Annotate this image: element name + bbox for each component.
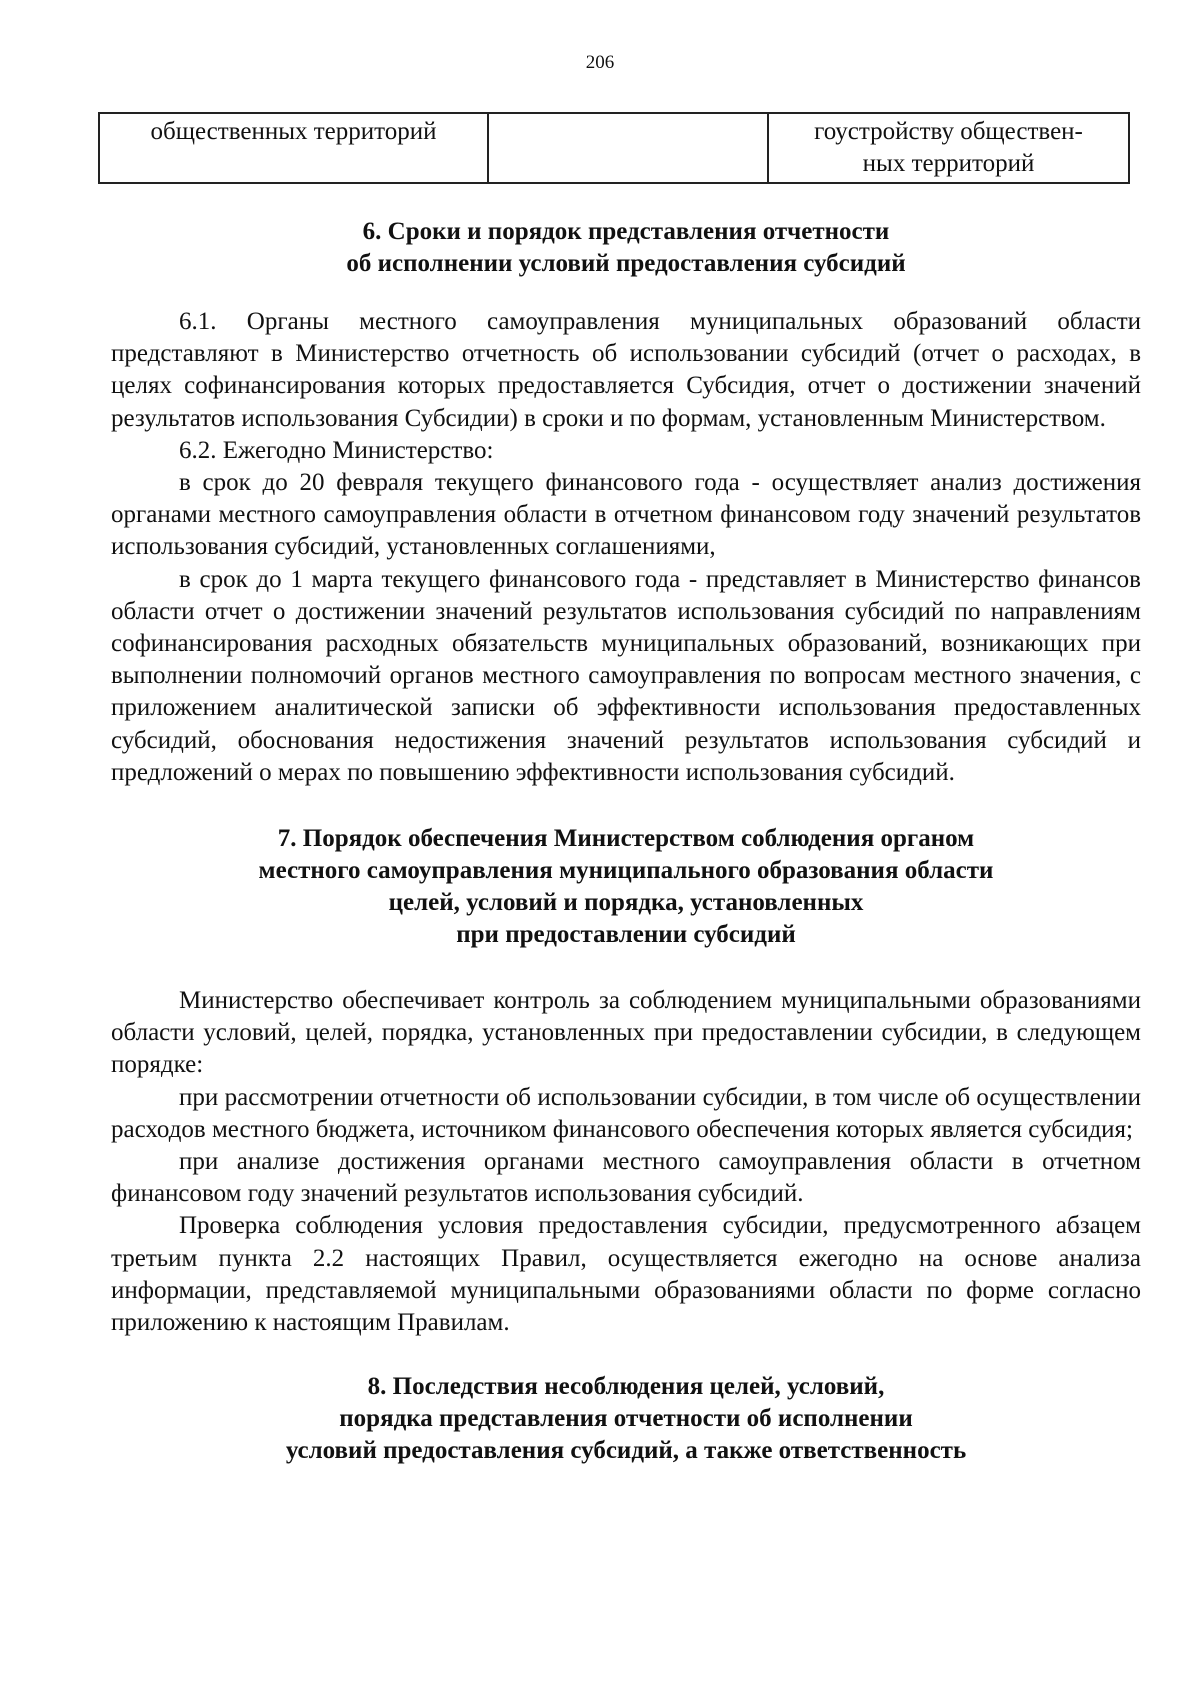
table-cell-line: гоустройству обществен- [814, 118, 1083, 145]
heading-line: об исполнении условий предоставления субсидий [346, 250, 906, 277]
heading-line: целей, условий и порядка, установленных [388, 889, 864, 917]
paragraph-7-item-1: при рассмотрении отчетности об использовании субсидии, в том числе об осуществлении расходов местного бюджета, источником финансового обеспечения которых является субсидия; [111, 1083, 1141, 1143]
paragraph-6-2-item-1: в срок до 20 февраля текущего финансового года - осуществляет анализ достижения органами местного самоуправления области в отчетном финансовом году значений результатов использования субсидий, установленных соглашениями, [111, 469, 1141, 561]
heading-line: местного самоуправления муниципального образования области [258, 857, 994, 885]
heading-line: порядка представления отчетности об исполнении [339, 1405, 913, 1433]
page-number: 206 [585, 52, 615, 73]
paragraph-6-1: 6.1. Органы местного самоуправления муниципальных образований области представляют в Министерство отчетность об использовании субсидий (отчет о расходах, в целях софинансирования которых предоставляется Субсидия, отчет о достижении значений результатов использования Субсидии) в сроки и по формам, установленным Министерством. [111, 308, 1141, 432]
paragraph-7-item-2: при анализе достижения органами местного самоуправления области в отчетном финансовом году значений результатов использования субсидий. [111, 1148, 1141, 1208]
section-7-heading [111, 823, 1141, 951]
table-cell-line: ных территорий [862, 150, 1035, 177]
heading-line: 7. Порядок обеспечения Министерством соблюдения органом [277, 825, 975, 853]
heading-line: 8. Последствия несоблюдения целей, условий, [367, 1373, 885, 1401]
section-8-heading [111, 1371, 1141, 1467]
table-cell-object: общественных территорий [99, 113, 488, 183]
continuation-table [98, 112, 1130, 184]
table-row [99, 113, 1129, 183]
paragraph-7-check: Проверка соблюдения условия предоставления субсидии, предусмотренного абзацем третьим пункта 2.2 настоящих Правил, осуществляется ежегодно на основе анализа информации, представляемой муниципальными образованиями области по форме согласно приложению к настоящим Правилам. [111, 1212, 1141, 1337]
table-cell-empty [488, 113, 768, 183]
heading-line: условий предоставления субсидий, а также ответственность [285, 1437, 967, 1465]
document-body [111, 216, 1141, 1467]
paragraph-6-2: 6.2. Ежегодно Министерство: [179, 436, 494, 464]
paragraph-7-intro: Министерство обеспечивает контроль за соблюдением муниципальными образованиями области условий, целей, порядка, установленных при предоставлении субсидии, в следующем порядке: [111, 987, 1141, 1079]
heading-line: 6. Сроки и порядок представления отчетности [362, 218, 890, 245]
heading-line: при предоставлении субсидий [456, 921, 796, 949]
section-6-heading [111, 216, 1141, 280]
paragraph-6-2-item-2: в срок до 1 марта текущего финансового года - представляет в Министерство финансов области отчет о достижении значений результатов использования субсидий по направлениям софинансирования расходных обязательств муниципальных образований, возникающих при выполнении полномочий органов местного самоуправления по вопросам местного значения, с приложением аналитической записки об эффективности использования предоставленных субсидий, обоснования недостижения значений результатов использования субсидий и предложений о мерах по повышению эффективности использования субсидий. [111, 565, 1141, 786]
table-cell-description [768, 113, 1129, 183]
